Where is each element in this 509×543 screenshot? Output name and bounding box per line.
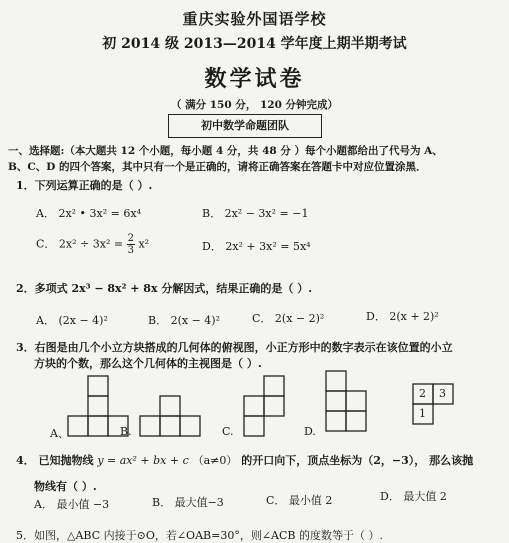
- q3-option-b-label: B.: [120, 425, 132, 438]
- q4-option-d-text: 最大值 2: [403, 490, 447, 503]
- grid-cell-number: 1: [419, 407, 426, 420]
- q1-option-c: [36, 233, 149, 256]
- q1-option-d: [202, 238, 311, 254]
- section-instructions-line2: B、C、D 的四个答案，其中只有一个是正确的，请将正确答案在答题卡中对应位置涂黑．: [8, 161, 427, 173]
- q3-line2: 方块的个数，那么这个几何体的主视图是（ ）.: [34, 357, 262, 370]
- option-label: C．: [266, 494, 286, 507]
- option-label: B．: [148, 314, 168, 327]
- option-label: C．: [252, 312, 272, 325]
- exam-title: 初 2014 级 2013—2014 学年度上期半期考试: [102, 36, 407, 52]
- q4-option-b-text: 最大值−3: [174, 496, 224, 509]
- q4-condition: （a≠0）: [192, 454, 238, 467]
- q2-stem-post: 分解因式，结果正确的是（ ）.: [161, 282, 313, 295]
- q4-option-b: [152, 494, 224, 510]
- q2-option-c: [252, 310, 324, 326]
- fraction-numerator: 2: [127, 233, 134, 244]
- q2-option-a-expr: (2x − 4)²: [58, 314, 108, 327]
- q4-parabola-expr: y = ax² + bx + c: [97, 454, 189, 467]
- q3-option-c-label: C.: [222, 425, 234, 438]
- fraction-denominator: 3: [127, 245, 134, 256]
- option-label: D．: [366, 310, 386, 323]
- q4-stem-pre: 4． 已知抛物线: [16, 454, 94, 467]
- q1-stem: 1．下列运算正确的是（ ）.: [16, 179, 153, 192]
- school-name: 重庆实验外国语学校: [182, 10, 327, 28]
- q3-option-d-label: D.: [304, 425, 316, 438]
- q2-option-c-expr: 2(x − 2)²: [274, 312, 325, 325]
- option-label: B．: [152, 496, 172, 509]
- q4-option-a: [34, 496, 109, 512]
- q5-stem: 5．如图，△ABC 内接于⊙O，若∠OAB=30°，则∠ACB 的度数等于（ ）.: [16, 529, 383, 542]
- grid-cell-number: 2: [419, 387, 426, 400]
- q1-option-b: [202, 205, 308, 221]
- option-label: D．: [202, 240, 222, 253]
- q4-line2: 物线有（ ）.: [34, 480, 97, 493]
- q1-option-a-expr: 2x² • 3x² = 6x⁴: [58, 207, 141, 220]
- grid-cell-number: 3: [439, 387, 446, 400]
- q4-option-c: [266, 492, 332, 508]
- q4-stem: [16, 452, 473, 468]
- q1-option-a: [36, 205, 141, 221]
- q3-figure-b: [140, 395, 202, 437]
- q2-option-b-expr: 2(x − 4)²: [170, 314, 220, 327]
- q4-option-c-text: 最小值 2: [288, 494, 333, 507]
- option-label: B．: [202, 207, 222, 220]
- q3-figure-d: [326, 370, 368, 436]
- option-label: A．: [34, 498, 53, 511]
- option-label: D．: [380, 490, 400, 503]
- q1-option-d-expr: 2x² + 3x² = 5x⁴: [225, 240, 311, 253]
- option-label: C．: [36, 237, 56, 251]
- q2-option-d-expr: 2(x + 2)²: [389, 310, 439, 323]
- q3-figure-c: [244, 375, 286, 437]
- q2-stem-pre: 2．多项式: [16, 282, 68, 295]
- section-instructions-line1: 一、选择题:（本大题共 12 个小题，每小题 4 分，共 48 分 ）每个小题都给出了代号为 A、: [8, 145, 443, 157]
- q4-option-a-text: 最小值 −3: [56, 498, 110, 511]
- q2-option-d: [366, 308, 439, 324]
- q2-polynomial: 2x³ − 8x² + 8x: [71, 282, 158, 295]
- q4-stem-post: 的开口向下，顶点坐标为（2，−3）， 那么该抛: [241, 454, 474, 467]
- q3-line1: 3．右图是由几个小立方块搭成的几何体的俯视图，小正方形中的数字表示在该位置的小立: [16, 341, 453, 354]
- score-time-note: （ 满分 150 分， 120 分钟完成）: [170, 99, 339, 111]
- q2-option-b: [148, 312, 220, 328]
- fraction: [127, 233, 135, 256]
- q1-option-c-expr: 2x² ÷ 3x² =: [58, 237, 124, 251]
- q1-option-b-expr: 2x² − 3x² = −1: [224, 207, 309, 220]
- team-box: 初中数学命题团队: [168, 114, 322, 138]
- option-label: A．: [36, 207, 55, 220]
- q3-option-a-label: A、: [50, 427, 69, 440]
- subject-title: 数学试卷: [204, 66, 305, 92]
- q4-option-d: [380, 488, 447, 504]
- q1-option-c-tail: x²: [138, 237, 150, 251]
- q2-stem: [16, 280, 312, 296]
- option-label: A．: [36, 314, 55, 327]
- q2-option-a: [36, 312, 108, 328]
